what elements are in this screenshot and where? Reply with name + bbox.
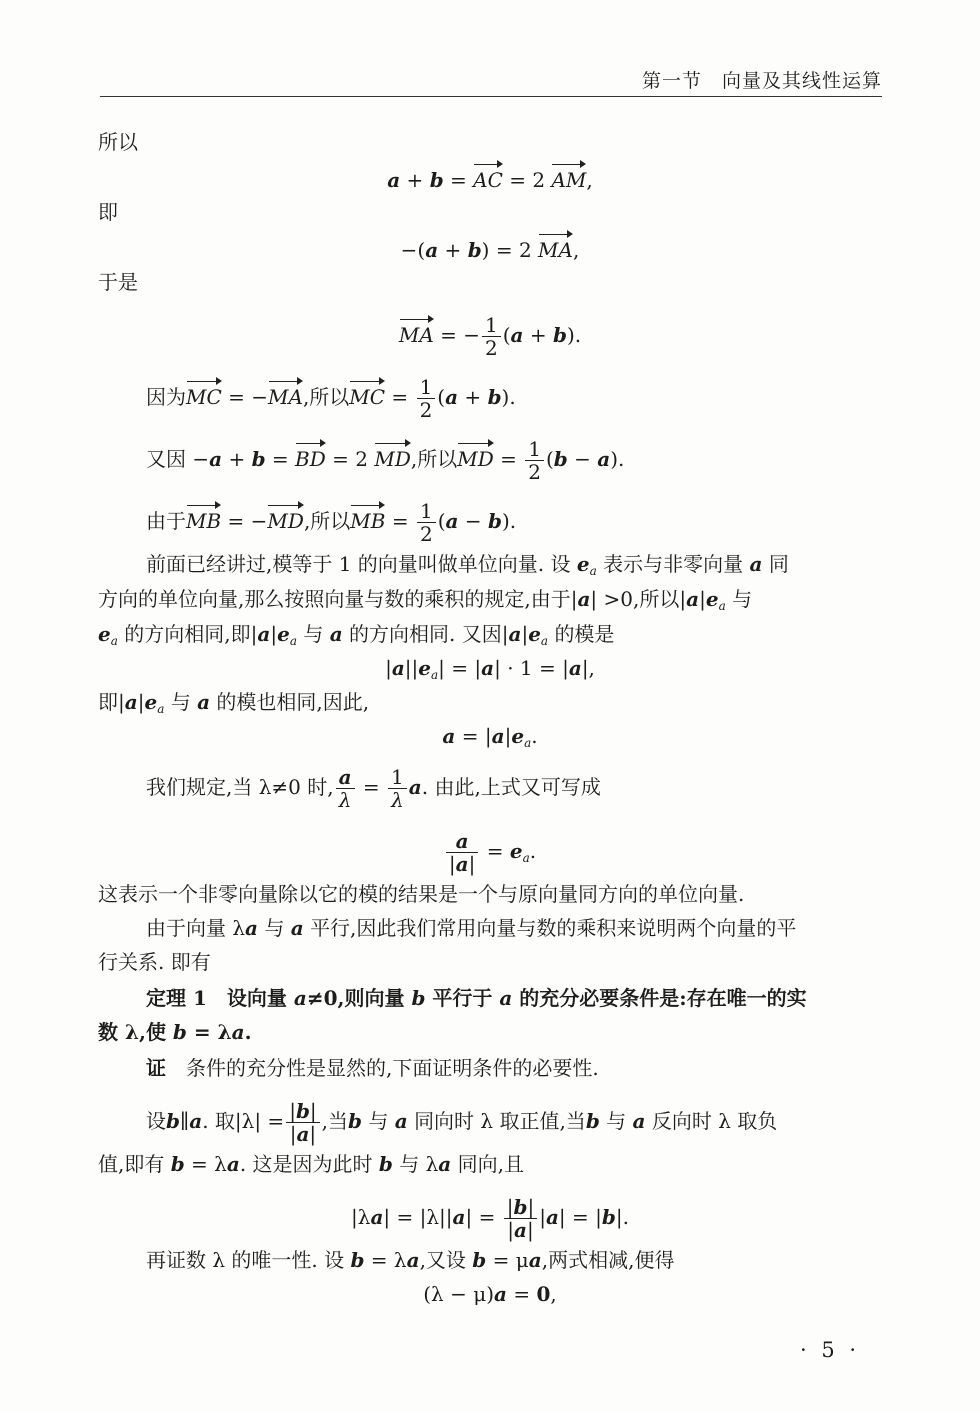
proof-start: 证 条件的充分性是显然的,下面证明条件的必要性. — [146, 1056, 599, 1080]
text-line: 我们规定,当 λ≠0 时, $\frac{a}{\lambda}$ = $\frac{1}{\lambda}$ a. 由此,上式又可写成 — [146, 765, 601, 812]
equation-5: $a = |a|e_a$. — [442, 724, 538, 750]
text-line: 因为MC = −MA,所以MC = $\frac{1}{2}$ (a + b). — [146, 375, 516, 422]
text-line: 又因 −a + b = BD = 2 MD,所以MD = $\frac{1}{2}$ (b − a). — [146, 437, 625, 484]
equation-6: $\frac{a}{|a|}$ = $e_a$. — [0, 830, 980, 875]
text-line: 于是 — [98, 270, 138, 294]
text-line: 由于MB = −MD,所以MB = $\frac{1}{2}$ (a − b). — [146, 499, 517, 546]
text-line: $e_a$ 的方向相同,即$|a|e_a$ 与 a 的方向相同. 又因$|a|e_a$ 的模是 — [98, 622, 615, 648]
text-line: 再证数 λ 的唯一性. 设 b = λa,又设 b = μa,两式相减,便得 — [146, 1248, 675, 1272]
text-line: 由于向量 λa 与 a 平行,因此我们常用向量与数的乘积来说明两个向量的平 — [146, 916, 797, 940]
text-line: 前面已经讲过,模等于 1 的向量叫做单位向量. 设 $e_a$ 表示与非零向量 a 同 — [146, 552, 789, 578]
equation-1: a + b = AC = 2 AM, — [0, 160, 980, 194]
theorem-1-cont: 数 λ,使 b = λa. — [98, 1020, 252, 1044]
header-title: 第一节 向量及其线性运算 — [641, 70, 882, 92]
text-line: 所以 — [98, 130, 138, 154]
page-number: · 5 · — [800, 1338, 861, 1362]
equation-4: $|a||e_a| = |a| \cdot 1 = |a|$, — [385, 656, 595, 682]
equation-3: MA = − $\frac{1}{2}$ (a + b). — [398, 313, 582, 360]
text-line: 即 — [98, 200, 118, 224]
equation-8: (λ − μ)a = 0, — [423, 1282, 557, 1306]
text-line: 设b∥a. 取|λ| = $\frac{|b|}{|a|}$ ,当b 与 a 同向时 λ 取正值,当b 与 a 反向时 λ 取负 — [146, 1099, 778, 1146]
text-line: 这表示一个非零向量除以它的模的结果是一个与原向量同方向的单位向量. — [98, 882, 745, 906]
text-line: 即$|a|e_a$ 与 a 的模也相同,因此, — [98, 690, 370, 716]
text-line: 方向的单位向量,那么按照向量与数的乘积的规定,由于|a| >0,所以$|a|e_a$ 与 — [98, 587, 753, 613]
equation-7: |λa| = |λ||a| = $\frac{|b|}{|a|}$ |a| = |b|. — [351, 1195, 629, 1242]
equation-2: −(a + b) = 2 MA, — [0, 230, 980, 264]
text-line: 值,即有 b = λa. 这是因为此时 b 与 λa 同向,且 — [98, 1152, 524, 1176]
running-header — [100, 62, 882, 97]
theorem-1: 定理 1 设向量 a≠0,则向量 b 平行于 a 的充分必要条件是:存在唯一的实 — [146, 986, 807, 1010]
text-line: 行关系. 即有 — [98, 950, 211, 974]
